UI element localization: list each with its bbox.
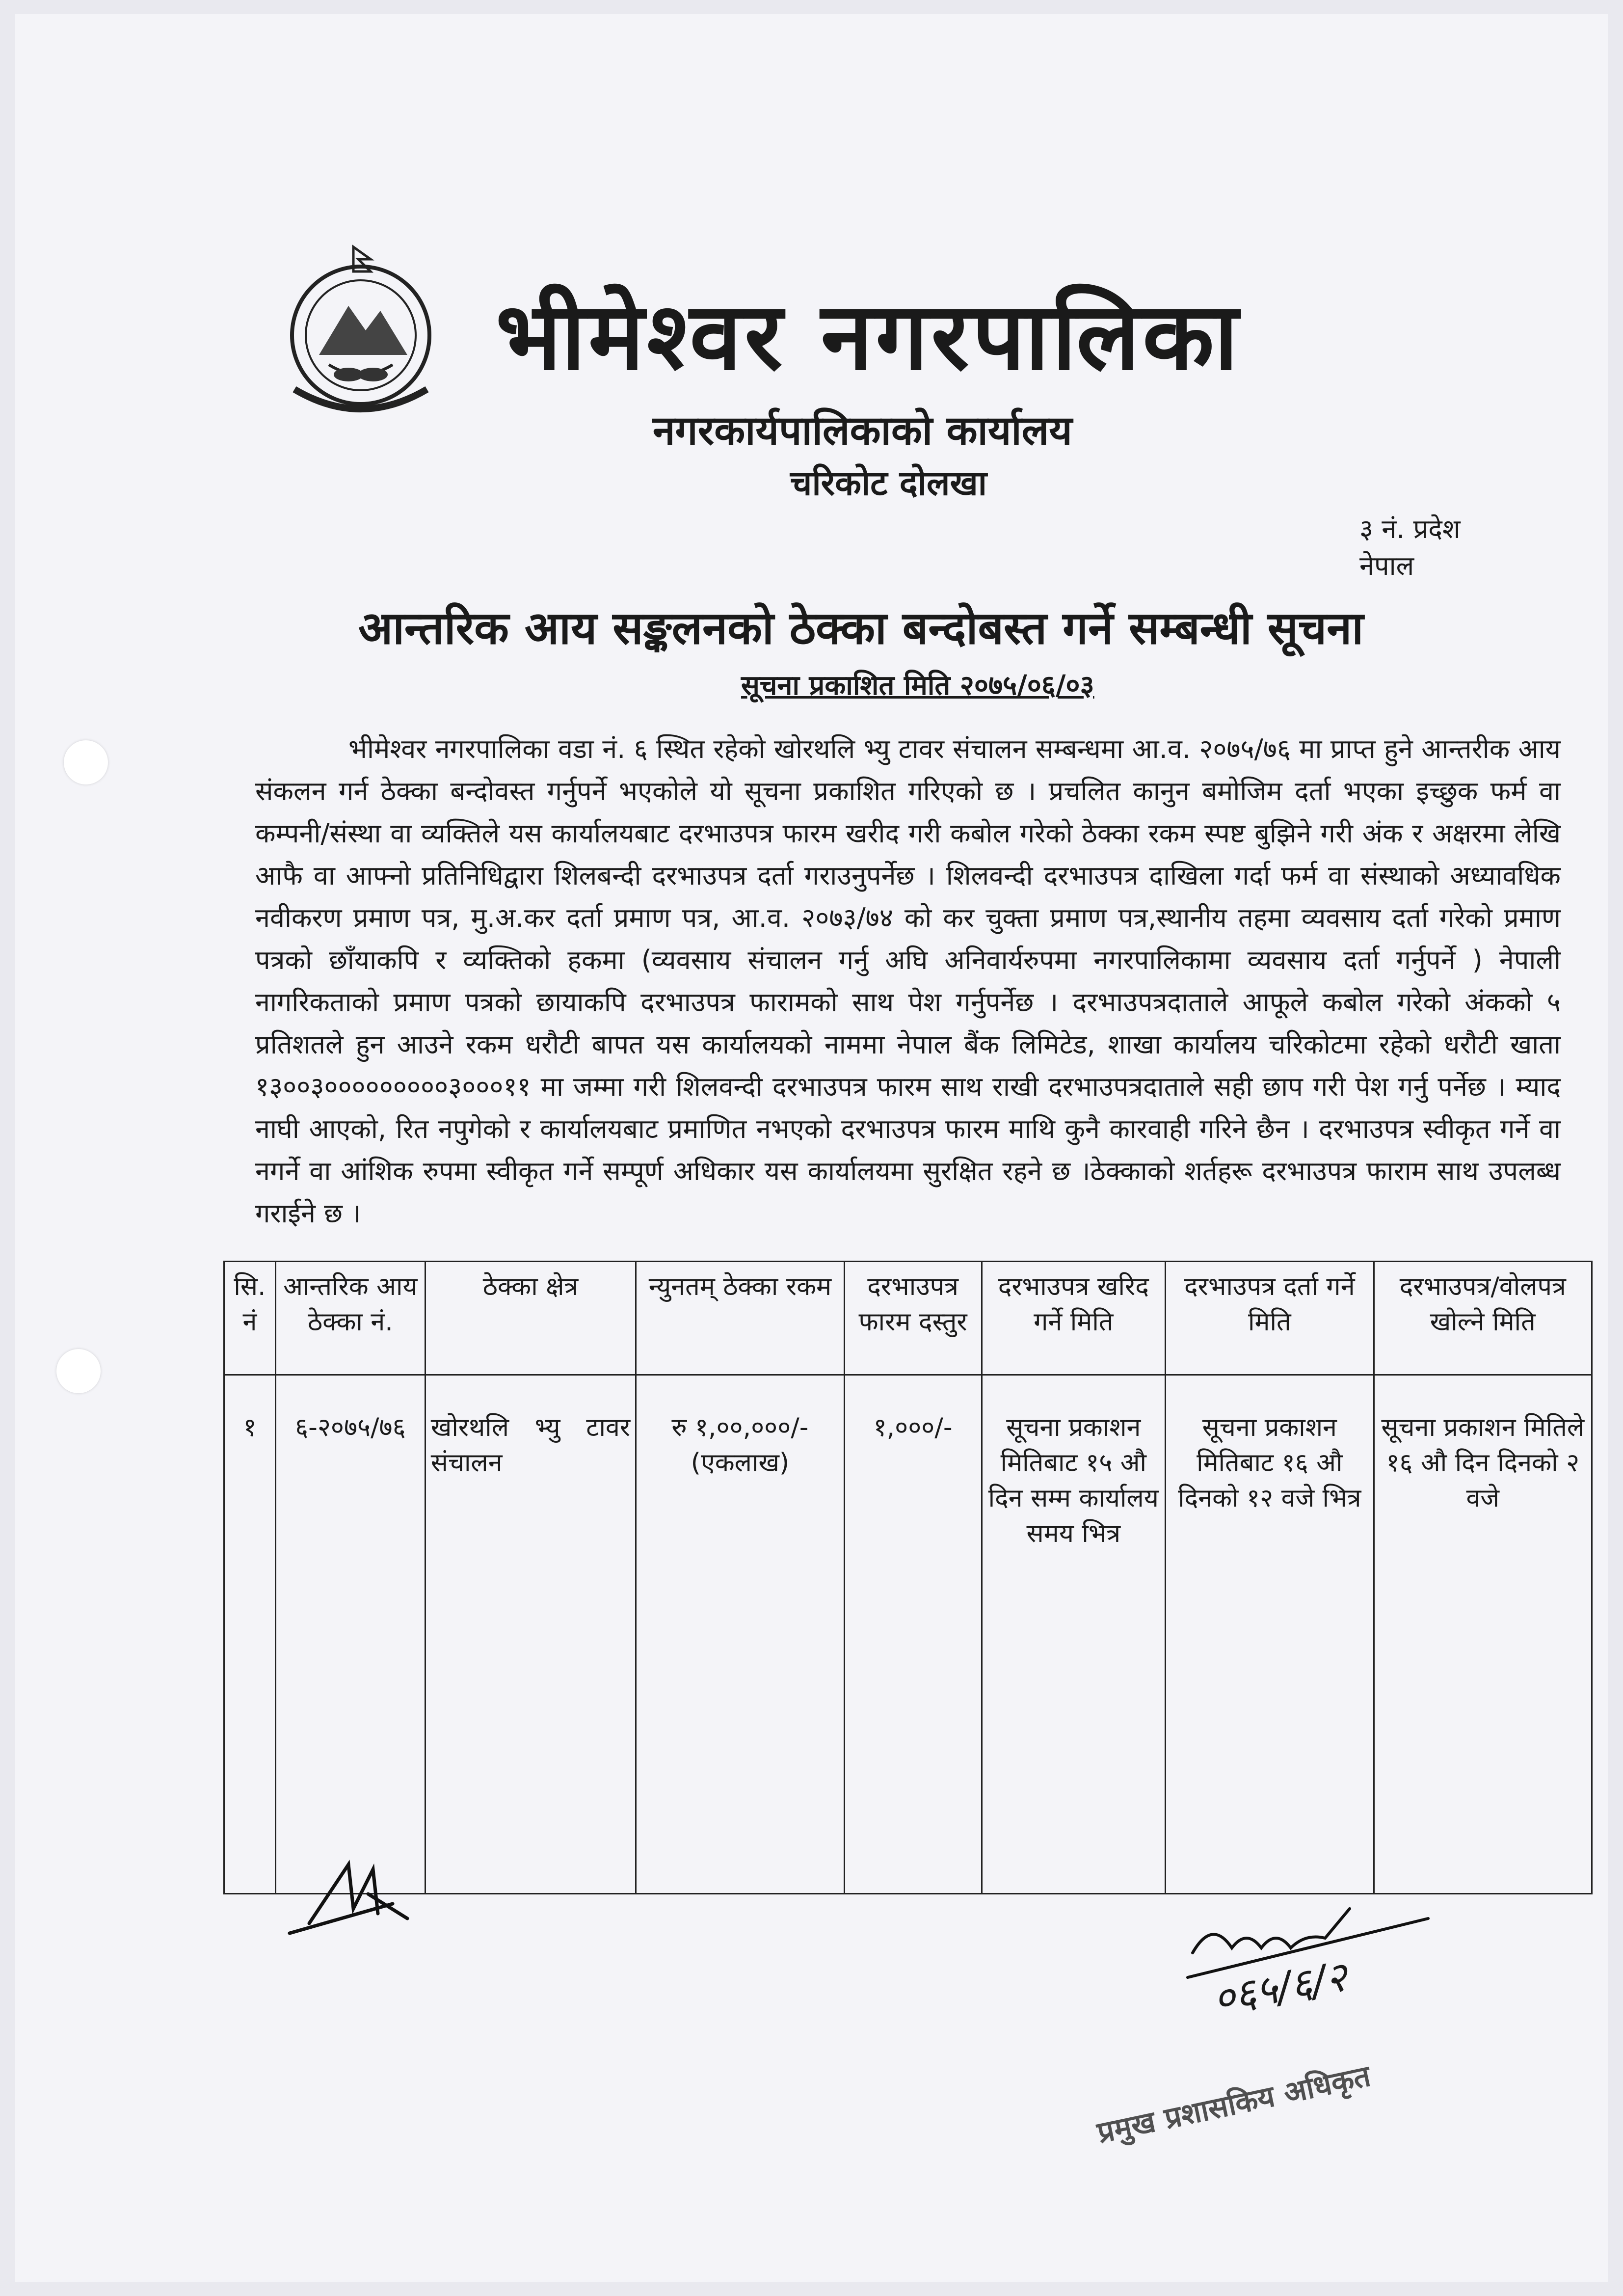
nepal-government-emblem-icon [280, 242, 442, 424]
column-header-opening-date: दरभाउपत्र/वोलपत्र खोल्ने मिति [1374, 1262, 1592, 1375]
table-row [224, 1375, 1592, 1894]
notice-sheet [15, 14, 1608, 2282]
punch-hole [56, 1349, 101, 1393]
notice-title: आन्तरिक आय सङ्कलनको ठेक्का बन्दोबस्त गर्ने सम्बन्धी सूचना [358, 602, 1364, 654]
column-header-area: ठेक्का क्षेत्र [425, 1262, 636, 1375]
country-label: नेपाल [1359, 550, 1414, 581]
column-header-sn: सि. नं [224, 1262, 276, 1375]
handwritten-signature-icon [280, 1850, 417, 1948]
cell-contract-no: ६-२०७५/७६ [275, 1375, 425, 1894]
punch-hole [64, 740, 108, 784]
cell-min-amount: रु १,००,०००/- (एकलाख) [636, 1375, 845, 1894]
notice-body: भीमेश्वर नगरपालिका वडा नं. ६ स्थित रहेको खोरथलि भ्यु टावर संचालन सम्बन्धमा आ.व. २०७५/७६ मा प्राप्त हुने आन्तरीक आय संकलन गर्न ठेक्का बन्दोवस्त गर्नुपर्ने भएकोले यो सूचना प्रकाशित गरिएको छ । प्रचलित कानुन बमोजिम दर्ता भएका इच्छुक फर्म वा कम्पनी/संस्था वा व्यक्तिले यस कार्यालयबाट दरभाउपत्र फारम खरीद गरी कबोल गरेको ठेक्का रकम स्पष्ट बुझिने गरी अंक र अक्षरमा लेखि आफै वा आफ्नो प्रतिनिधिद्वारा शिलबन्दी दरभाउपत्र दर्ता गराउनुपर्नेछ । शिलवन्दी दरभाउपत्र दाखिला गर्दा फर्म वा संस्थाको अध्यावधिक नवीकरण प्रमाण पत्र, मु.अ.कर दर्ता प्रमाण पत्र, आ.व. २०७३/७४ को कर चुक्ता प्रमाण पत्र,स्थानीय तहमा व्यवसाय दर्ता गरेको प्रमाण पत्रको छाँयाकपि र व्यक्तिको हकमा (व्यवसाय संचालन गर्नु अघि अनिवार्यरुपमा नगरपालिकामा व्यवसाय दर्ता गर्नुपर्ने ) नेपाली नागरिकताको प्रमाण पत्रको छायाकपि दरभाउपत्र फारामको साथ पेश गर्नुपर्नेछ । दरभाउपत्रदाताले आफूले कबोल गरेको अंकको ५ प्रतिशतले हुन आउने रकम धरौटी बापत यस कार्यालयको नाममा नेपाल बैंक लिमिटेड, शाखा कार्यालय चरिकोटमा रहेको धरौटी खाता १३००३०००००००००३०००११ मा जम्मा गरी शिलवन्दी दरभाउपत्र फारम साथ राखी दरभाउपत्रदाताले सही छाप गरी पेश गर्नु पर्नेछ । म्याद नाघी आएको, रित नपुगेको र कार्यालयबाट प्रमाणित नभएको दरभाउपत्र फारम माथि कुनै कारवाही गरिने छैन । दरभाउपत्र स्वीकृत गर्ने वा नगर्ने वा आंशिक रुपमा स्वीकृत गर्ने सम्पूर्ण अधिकार यस कार्यालयमा सुरक्षित रहने छ ।ठेक्काको शर्तहरू दरभाउपत्र फाराम साथ उपलब्ध गराईने छ । [255, 733, 1561, 1229]
cell-form-fee: १,०००/- [844, 1375, 982, 1894]
tender-table [223, 1261, 1593, 1894]
published-date: सूचना प्रकाशित मिति २०७५/०६/०३ [741, 670, 1094, 702]
cell-register-date: सूचना प्रकाशन मितिबाट १६ औ दिनको १२ वजे भित्र [1166, 1375, 1374, 1894]
municipality-name: भीमेश्वर नगरपालिका [496, 281, 1242, 391]
cell-purchase-date: सूचना प्रकाशन मितिबाट १५ औ दिन सम्म कार्यालय समय भित्र [982, 1375, 1166, 1894]
column-header-purchase-date: दरभाउपत्र खरिद गर्ने मिति [982, 1262, 1166, 1375]
office-location: चरिकोट दोलखा [790, 463, 987, 503]
column-header-form-fee: दरभाउपत्र फारम दस्तुर [844, 1262, 982, 1375]
column-header-register-date: दरभाउपत्र दर्ता गर्ने मिति [1166, 1262, 1374, 1375]
office-name: नगरकार्यपालिकाको कार्यालय [653, 407, 1072, 454]
table-header-row [224, 1262, 1592, 1375]
province-label: ३ नं. प्रदेश [1359, 513, 1461, 544]
cell-opening-date: सूचना प्रकाशन मितिले १६ औ दिन दिनको २ वजे [1374, 1375, 1592, 1894]
column-header-contract-no: आन्तरिक आय ठेक्का नं. [275, 1262, 425, 1375]
cell-area: खोरथलि भ्यु टावर संचालन [425, 1375, 636, 1894]
signature-date: ०६५/६/२ [1209, 1952, 1351, 2024]
officer-stamp: प्रमुख प्रशासकिय अधिकृत [1094, 2058, 1374, 2151]
column-header-min-amount: न्युनतम् ठेक्का रकम [636, 1262, 845, 1375]
cell-sn: १ [224, 1375, 276, 1894]
